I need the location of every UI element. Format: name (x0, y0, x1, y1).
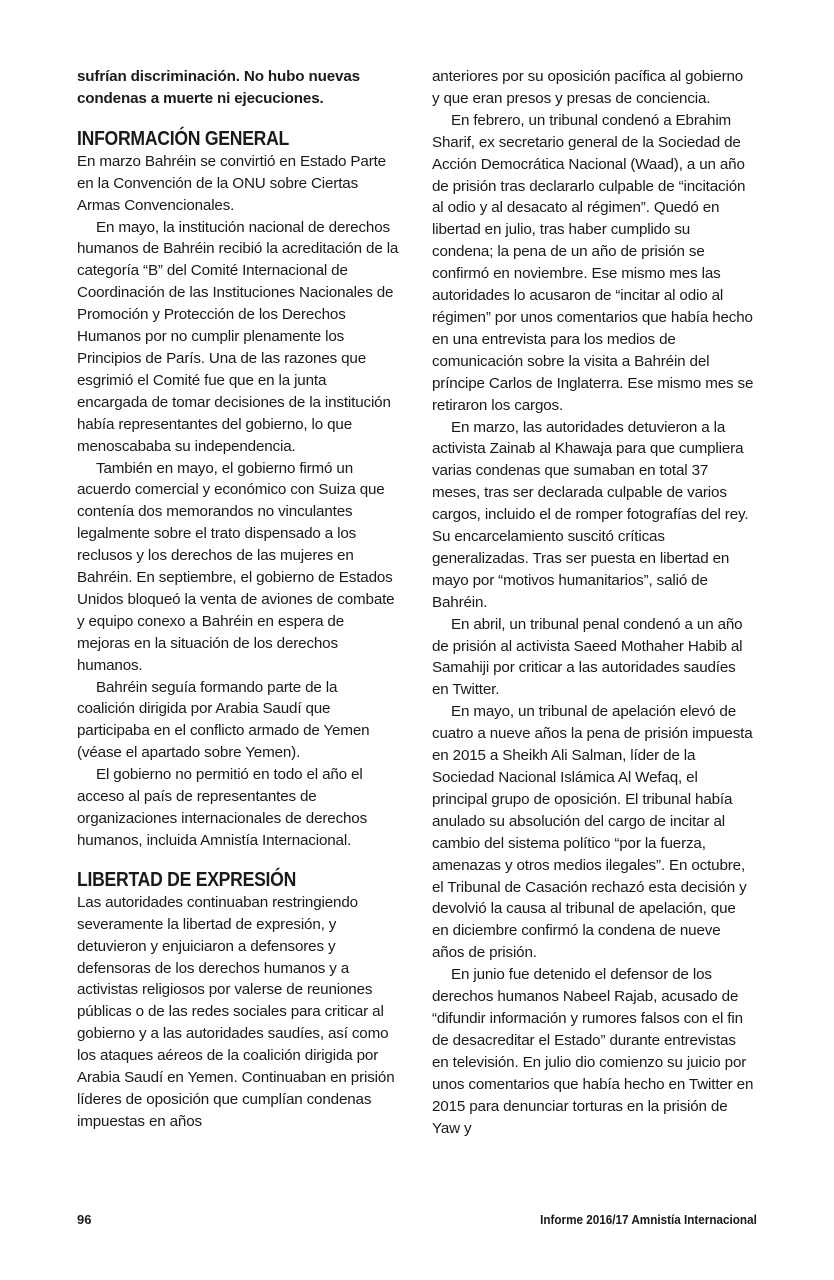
paragraph: En febrero, un tribunal condenó a Ebrahim Sharif, ex secretario general de la Sociedad de Acción Democrática Nacional (Waad), a un año de prisión tras declararlo culpable de “incitación al odio y al desacato al régimen”. Quedó en libertad en julio, tras haber cumplido su condena; la pena de un año de prisión se confirmó en noviembre. Ese mismo mes las autoridades lo acusaron de “incitar al odio al régimen” por unos comentarios que había hecho en una entrevista para los medios de comunicación sobre la visita a Bahréin del príncipe Carlos de Inglaterra. Ese mismo mes se retiraron los cargos. (432, 111, 754, 414)
section-heading-expression: LIBERTAD DE EXPRESIÓN (77, 868, 297, 891)
paragraph: En marzo Bahréin se convirtió en Estado Parte en la Convención de la ONU sobre Ciertas Armas Convencionales. (77, 152, 386, 214)
paragraph: En mayo, la institución nacional de derechos humanos de Bahréin recibió la acreditación de la categoría “B” del Comité Internacional de Coordinación de las Instituciones Nacionales de Promoción y Protección de los Derechos Humanos por no cumplir plenamente los Principios de París. Una de las razones que esgrimió el Comité fue que en la junta encargada de tomar decisiones de la institución había representantes del gobierno, lo que menoscababa su independencia. (77, 218, 399, 455)
paragraph: El gobierno no permitió en todo el año el acceso al país de representantes de organizaciones internacionales de derechos humanos, incluida Amnistía Internacional. (77, 766, 368, 849)
paragraph: En junio fue detenido el defensor de los derechos humanos Nabeel Rajab, acusado de “difundir información y rumores falsos con el fin de desacreditar el Estado” durante entrevistas en televisión. En julio dio comienzo su juicio por unos comentarios que había hecho en Twitter en 2015 para denunciar torturas en la prisión de Yaw y (432, 966, 754, 1137)
paragraph: Las autoridades continuaban restringiendo severamente la libertad de expresión, y detuvieron y enjuiciaron a defensores y defensoras de los derechos humanos y a activistas religiosos por valerse de reuniones públicas o de las redes sociales para criticar al gobierno y a las autoridades saudíes, así como los ataques aéreos de la coalición dirigida por Arabia Saudí en Yemen. Continuaban en prisión líderes de oposición que cumplían condenas impuestas en años (77, 893, 395, 1130)
page-number: 96 (77, 1212, 92, 1227)
page-footer (77, 1212, 757, 1232)
paragraph: anteriores por su oposición pacífica al gobierno y que eran presos y presas de conciencia. (432, 68, 744, 107)
paragraph: Bahréin seguía formando parte de la coalición dirigida por Arabia Saudí que participaba en el conflicto armado de Yemen (véase el apartado sobre Yemen). (77, 678, 370, 762)
paragraph: En abril, un tribunal penal condenó a un año de prisión al activista Saeed Mothaher Habib al Samahiji por criticar a las autoridades saudíes en Twitter. (432, 615, 743, 699)
paragraph: También en mayo, el gobierno firmó un acuerdo comercial y económico con Suiza que contenía dos memorandos no vinculantes legalmente sobre el trato dispensado a los reclusos y los derechos de las mujeres en Bahréin. En septiembre, el gobierno de Estados Unidos bloqueó la venta de aviones de combate y equipo conexo a Bahréin en espera de mejoras en la situación de los derechos humanos. (77, 459, 395, 674)
paragraph: En mayo, un tribunal de apelación elevó de cuatro a nueve años la pena de prisión impuesta en 2015 a Sheikh Ali Salman, líder de la Sociedad Nacional Islámica Al Wefaq, el principal grupo de oposición. El tribunal había anulado su absolución del cargo de incitar al cambio del sistema político “por la fuerza, amenazas y otros medios ilegales”. En octubre, el Tribunal de Casación rechazó esta decisión y devolvió la causa al tribunal de apelación, que en diciembre confirmó la condena de nueve años de prisión. (432, 703, 753, 962)
left-column (77, 66, 399, 1133)
report-title: Informe 2016/17 Amnistía Internacional (540, 1212, 757, 1227)
paragraph: En marzo, las autoridades detuvieron a la activista Zainab al Khawaja para que cumpliera varias condenas que sumaban en total 37 meses, tras ser declarada culpable de varios cargos, incluido el de romper fotografías del rey. Su encarcelamiento suscitó críticas generalizadas. Tras ser puesta en libertad en mayo por “motivos humanitarios”, salió de Bahréin. (432, 418, 749, 611)
intro-paragraph: sufrían discriminación. No hubo nuevas condenas a muerte ni ejecuciones. (77, 68, 360, 107)
right-column (432, 66, 754, 1139)
section-heading-general: INFORMACIÓN GENERAL (77, 127, 290, 150)
